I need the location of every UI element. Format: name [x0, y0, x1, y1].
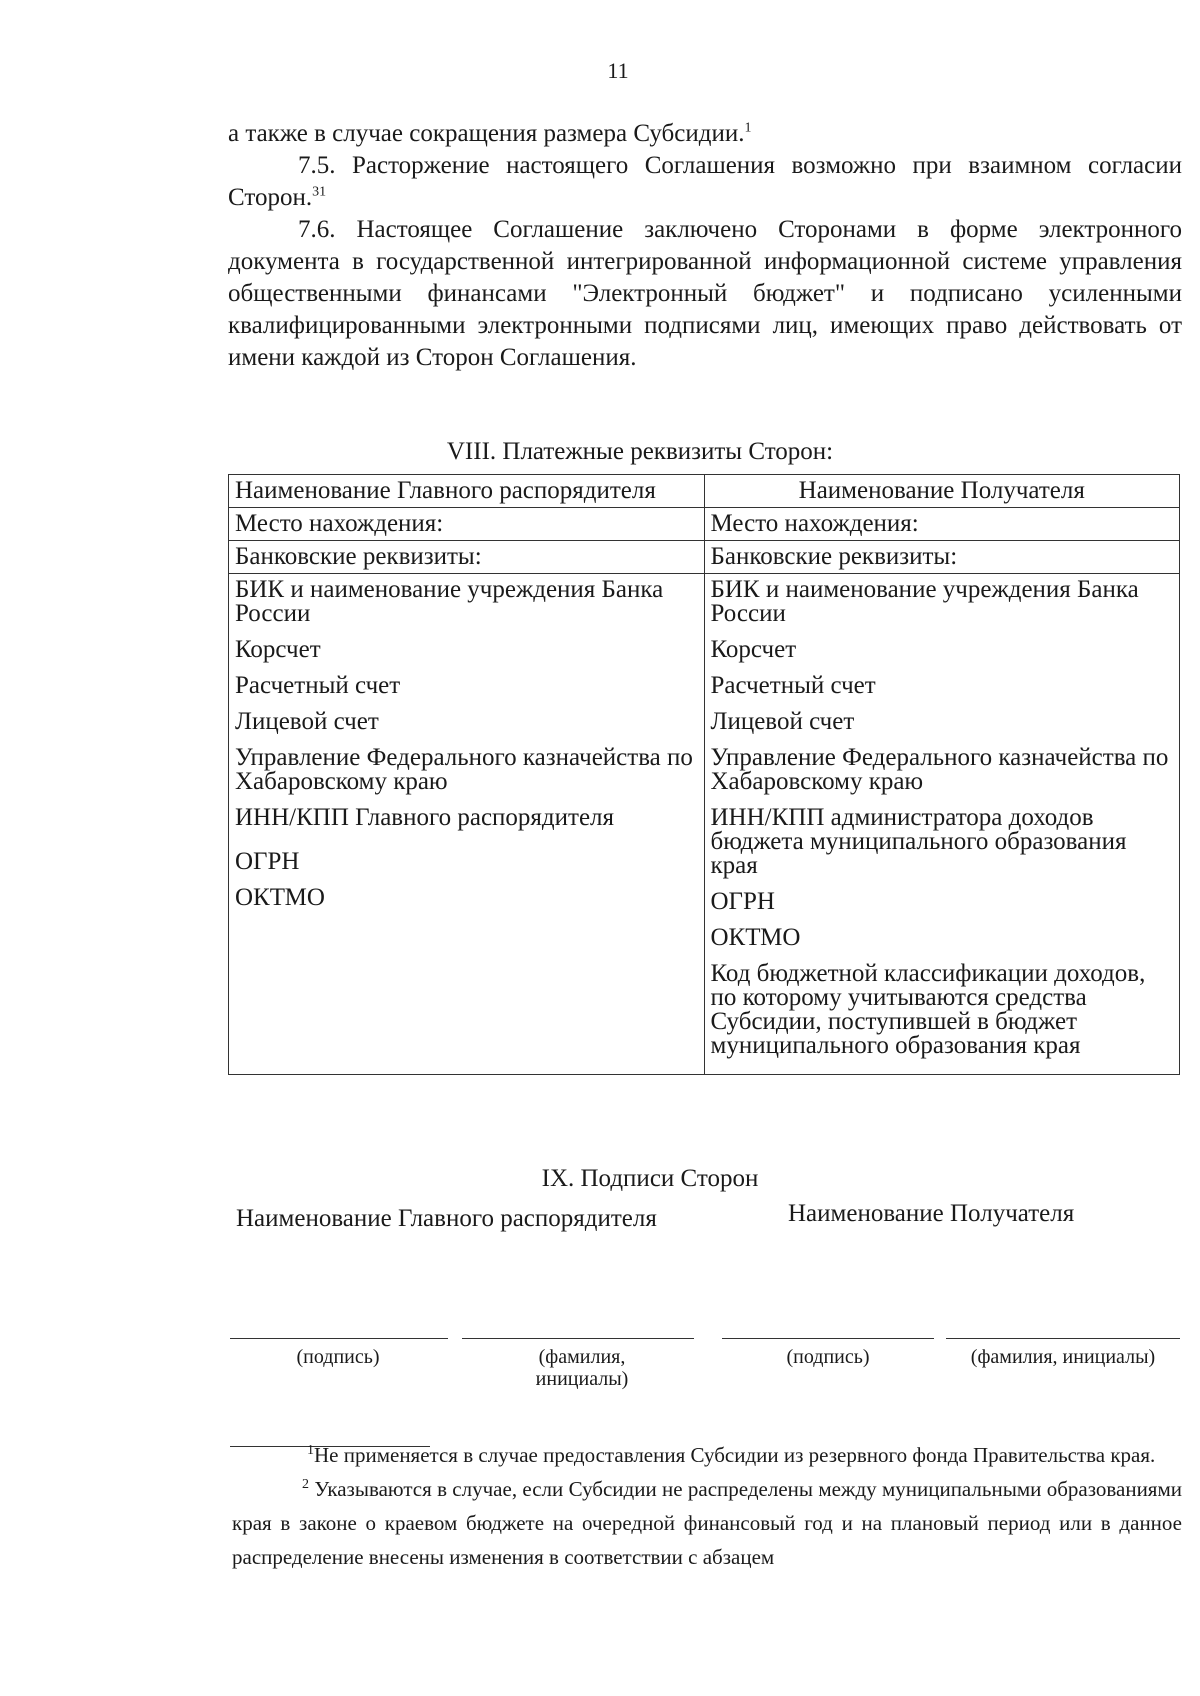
signature-line — [946, 1338, 1180, 1339]
table-row — [229, 475, 1180, 508]
detail-line: Лицевой счет — [710, 708, 855, 735]
right-header-cell: Наименование Получателя — [704, 475, 1180, 508]
signature-label: (подпись) — [786, 1346, 870, 1368]
footnotes — [232, 1438, 1182, 1574]
detail-line: ОКТМО — [235, 884, 325, 911]
detail-line: Корсчет — [710, 636, 797, 663]
footnote-mark: 1 — [307, 1443, 314, 1458]
signature-line — [722, 1338, 934, 1339]
footnote-ref: 31 — [312, 184, 327, 200]
signatory-right-name: Наименование Получателя — [788, 1200, 1075, 1227]
detail-line: БИК и наименование учреждения Банка России — [710, 576, 1139, 627]
footnote-1: $^1$Не применяется в случае предоставления Субсидии из резервного фонда Правительства края. — [307, 1443, 1156, 1467]
detail-line: Корсчет — [235, 636, 321, 663]
right-bank-cell: Банковские реквизиты: — [704, 541, 1180, 574]
name-label: (фамилия, инициалы) — [970, 1346, 1156, 1368]
table-row — [229, 541, 1180, 574]
right-details-cell — [704, 574, 1180, 1075]
footnote-2: $^2$ Указываются в случае, если Субсидии не распределены между муниципальными образованиями края в законе о краевом бюджете на очередной финансовый год и на плановый период или в данное распределение внесены изменения в соответствии с абзацем — [232, 1477, 1182, 1569]
detail-line: БИК и наименование учреждения Банка России — [235, 576, 664, 627]
detail-line: Код бюджетной классификации доходов, по которому учитываются средства Субсидии, поступившей в бюджет муниципального образования края — [710, 960, 1146, 1059]
detail-line: Лицевой счет — [235, 708, 379, 735]
left-header-cell: Наименование Главного распорядителя — [229, 475, 705, 508]
detail-line: Управление Федерального казначейства по Хабаровскому краю — [710, 744, 1169, 795]
page-number: 11 — [607, 58, 629, 83]
detail-line: ИНН/КПП администратора доходов бюджета муниципального образования края — [710, 804, 1127, 879]
detail-line: ОКТМО — [710, 924, 801, 951]
detail-line: ОГРН — [235, 848, 300, 875]
detail-line: Управление Федерального казначейства по Хабаровскому краю — [235, 744, 693, 795]
table-row — [229, 574, 1180, 1075]
signature-line — [462, 1338, 694, 1339]
footnote-ref: 1 — [744, 120, 752, 136]
main-text — [228, 118, 1182, 374]
paragraph-7-6: 7.6. Настоящее Соглашение заключено Сторонами в форме электронного документа в государственной интегрированной информационной системе управления общественными финансами "Электронный бюджет" и подписано усиленными квалифицированными электронными подписями лиц, имеющих право действовать от имени каждой из Сторон Соглашения. — [228, 216, 1182, 371]
detail-line: Расчетный счет — [710, 672, 876, 699]
detail-line: ИНН/КПП Главного распорядителя — [235, 804, 615, 831]
paragraph-7-5: 7.5. Расторжение настоящего Соглашения возможно при взаимном согласии Сторон.$^{31}$ — [228, 152, 1182, 211]
detail-line: ОГРН — [710, 888, 775, 915]
section-8-title: VIII. Платежные реквизиты Сторон: — [446, 438, 834, 465]
detail-line: Расчетный счет — [235, 672, 401, 699]
left-details-cell — [229, 574, 705, 1075]
signatory-left-name: Наименование Главного распорядителя — [236, 1205, 657, 1232]
payment-details-table — [228, 474, 1180, 1075]
left-location-cell: Место нахождения: — [229, 508, 705, 541]
signature-line — [230, 1338, 448, 1339]
signature-label: (подпись) — [296, 1346, 380, 1368]
table-row — [229, 508, 1180, 541]
paragraph-7-4-end: а также в случае сокращения размера Субсидии.$^1$ — [228, 120, 752, 147]
right-location-cell: Место нахождения: — [704, 508, 1180, 541]
footnote-mark: 2 — [302, 1477, 309, 1492]
left-bank-cell: Банковские реквизиты: — [229, 541, 705, 574]
section-9-title: IX. Подписи Сторон — [541, 1165, 759, 1192]
name-label: (фамилия, инициалы) — [535, 1346, 629, 1390]
